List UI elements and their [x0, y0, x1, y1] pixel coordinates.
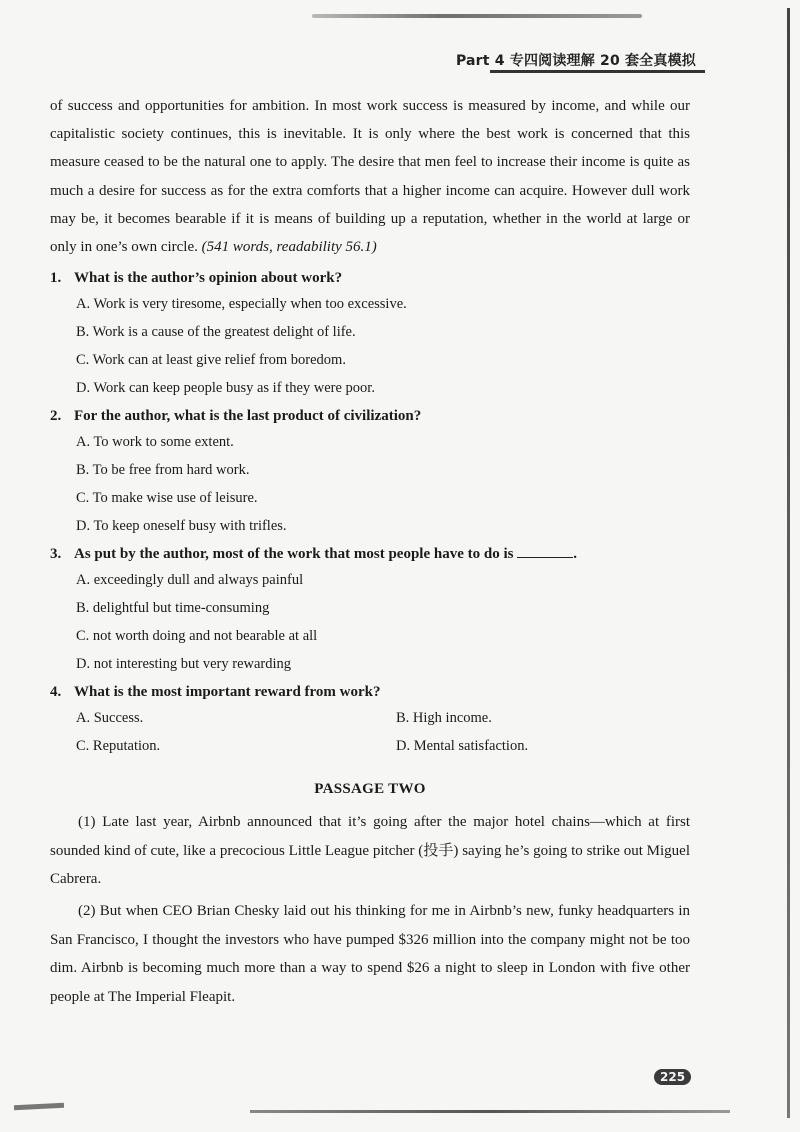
intro-paragraph — [50, 92, 690, 261]
question-1-option-a: A. Work is very tiresome, especially when too excessive. — [76, 296, 407, 313]
question-1-number: 1. — [50, 270, 62, 287]
question-2-option-b: B. To be free from hard work. — [76, 462, 250, 479]
question-2-text: For the author, what is the last product of civilization? — [74, 408, 422, 425]
question-3-suffix: . — [573, 546, 577, 563]
question-3-option-c: C. not worth doing and not bearable at all — [76, 628, 318, 645]
question-3-option-a: A. exceedingly dull and always painful — [76, 572, 304, 589]
page-content — [50, 92, 690, 1015]
question-2 — [50, 405, 690, 537]
answer-blank — [517, 543, 573, 558]
question-2-option-a: A. To work to some extent. — [76, 434, 234, 451]
passage-two-paragraph-1: (1) Late last year, Airbnb announced that it’s going after the major hotel chains—which at first sounded kind of cute, like a precocious Little League pitcher (投手) saying he’s going to strike out Miguel Cabrera. — [50, 814, 690, 888]
question-4-option-b: B. High income. — [396, 710, 492, 727]
word-count-meta: (541 words, readability 56.1) — [201, 239, 377, 256]
question-4-text: What is the most important reward from work? — [74, 684, 381, 701]
question-1-option-c: C. Work can at least give relief from boredom. — [76, 352, 346, 369]
header-underline — [490, 70, 705, 73]
bottom-decorative-rule — [250, 1110, 730, 1113]
question-1-text: What is the author’s opinion about work? — [74, 270, 343, 287]
question-1-stem — [50, 267, 690, 289]
question-1 — [50, 267, 690, 399]
question-3-option-d: D. not interesting but very rewarding — [76, 656, 292, 673]
question-4-option-c: C. Reputation. — [76, 738, 161, 755]
page-number: 225 — [654, 1069, 691, 1085]
question-4 — [50, 681, 690, 763]
top-decorative-rule — [312, 14, 642, 18]
question-4-options — [76, 707, 690, 763]
question-3-number: 3. — [50, 546, 62, 563]
question-2-number: 2. — [50, 408, 62, 425]
question-3-option-b: B. delightful but time-consuming — [76, 600, 270, 617]
passage-two-title: PASSAGE TWO — [314, 781, 426, 798]
question-4-number: 4. — [50, 684, 62, 701]
intro-paragraph-text: of success and opportunities for ambition. In most work success is measured by income, and while our capitalistic society continues, this is inevitable. It is only where the best work is concerned that this measure ceased to be the natural one to apply. The desire that men feel to increase their income is quite as much a desire for success as for the extra comforts that a higher income can acquire. However dull work may be, it becomes bearable if it is means of building up a reputation, whether in the world at large or only in one’s own circle. — [50, 98, 690, 256]
running-header: Part 4 专四阅读理解 20 套全真模拟 — [455, 53, 696, 69]
question-2-option-c: C. To make wise use of leisure. — [76, 490, 258, 507]
question-1-option-b: B. Work is a cause of the greatest delight of life. — [76, 324, 356, 341]
question-2-stem — [50, 405, 690, 427]
question-3-stem — [50, 543, 690, 565]
question-2-option-d: D. To keep oneself busy with trifles. — [76, 518, 287, 535]
question-4-option-d: D. Mental satisfaction. — [396, 738, 529, 755]
question-4-option-a: A. Success. — [76, 710, 144, 727]
question-3-text: As put by the author, most of the work that most people have to do is — [74, 546, 514, 563]
question-3 — [50, 543, 690, 675]
page-edge-shadow — [787, 8, 790, 1118]
question-4-stem — [50, 681, 690, 703]
question-1-option-d: D. Work can keep people busy as if they were poor. — [76, 380, 375, 397]
bottom-left-decorative-mark — [14, 1103, 64, 1111]
passage-two-paragraph-2: (2) But when CEO Brian Chesky laid out his thinking for me in Airbnb’s new, funky headquarters in San Francisco, I thought the investors who have pumped $326 million into the company might not be too dim. Airbnb is becoming much more than a way to spend $26 a night to sleep in London with five other people at The Imperial Fleapit. — [50, 903, 690, 1005]
